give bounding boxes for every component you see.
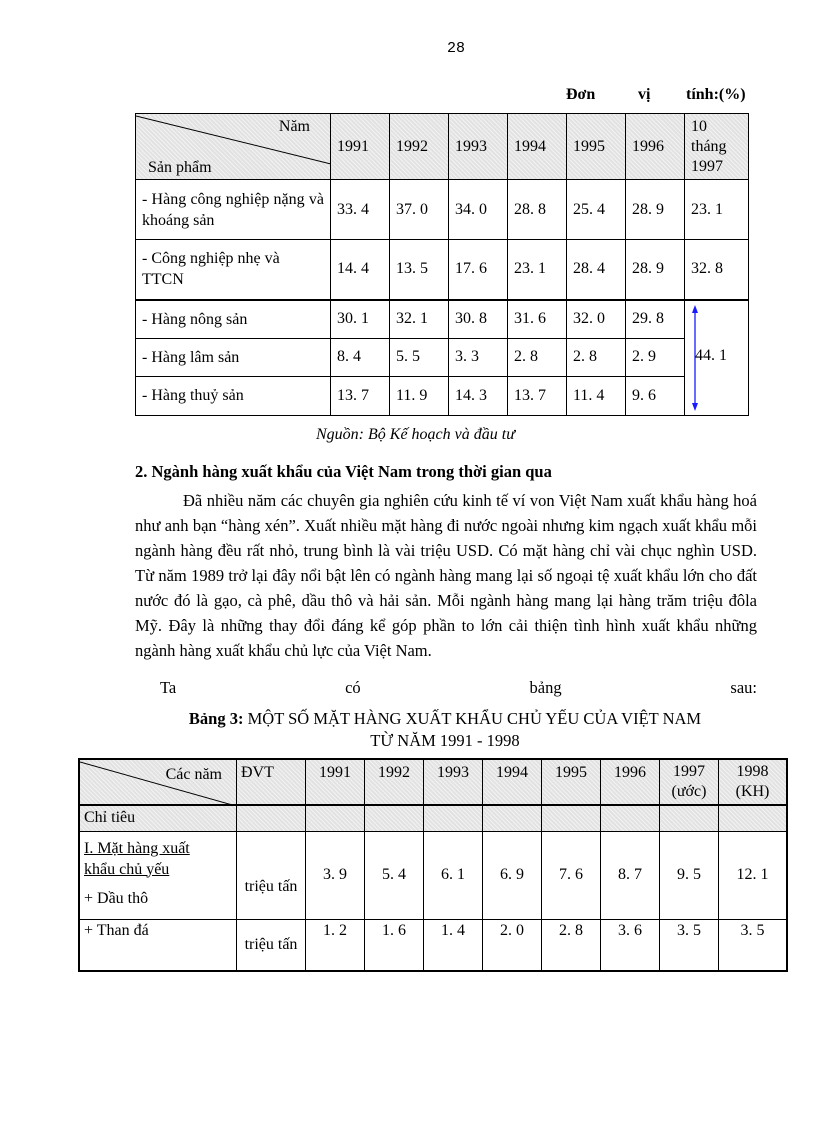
intro-word: sau: (730, 678, 757, 697)
unit-cell: triệu tấn (237, 919, 306, 971)
col-1997-line1: 1997 (673, 763, 705, 780)
year-header: 1995 (542, 759, 601, 805)
empty-cell (424, 805, 483, 831)
table-row (79, 919, 787, 971)
value-cell: 31. 6 (508, 300, 567, 339)
diagonal-header-cell (136, 114, 331, 180)
value-cell: 32. 1 (390, 300, 449, 339)
main-exports-table (78, 758, 788, 972)
page-number: 28 (446, 40, 465, 57)
year-header: 1991 (331, 114, 390, 180)
table-header-row (79, 759, 787, 805)
value-cell: 3. 5 (719, 919, 788, 971)
value-cell: 2. 8 (567, 338, 626, 377)
value-cell: 2. 9 (626, 338, 685, 377)
value-cell: 33. 4 (331, 180, 390, 240)
year-header: 1993 (424, 759, 483, 805)
empty-cell (365, 805, 424, 831)
last-col-line3: 1997 (691, 157, 723, 175)
value-cell: 7. 6 (542, 831, 601, 919)
product-label: - Hàng lâm sản (136, 338, 331, 377)
year-header-1998 (719, 759, 788, 805)
section-heading: 2. Ngành hàng xuất khẩu của Việt Nam trong thời gian qua (135, 462, 552, 481)
value-cell: 12. 1 (719, 831, 788, 919)
value-cell: 25. 4 (567, 180, 626, 240)
value-cell: 13. 7 (508, 377, 567, 416)
value-cell: 1. 2 (306, 919, 365, 971)
value-cell: 32. 0 (567, 300, 626, 339)
empty-cell (719, 805, 788, 831)
years-header-label: Các năm (165, 766, 222, 783)
intro-word: có (345, 678, 361, 697)
value-cell: 9. 5 (660, 831, 719, 919)
value-cell: 13. 5 (390, 240, 449, 300)
value-cell: 5. 4 (365, 831, 424, 919)
value-cell: 3. 5 (660, 919, 719, 971)
value-cell: 23. 1 (508, 240, 567, 300)
product-label: - Hàng nông sản (136, 300, 331, 339)
year-header-label: Năm (278, 118, 310, 135)
unit-line (566, 86, 756, 106)
value-cell: 8. 4 (331, 338, 390, 377)
value-cell: 3. 3 (449, 338, 508, 377)
year-header-1997 (685, 114, 749, 180)
intro-word: bảng (529, 678, 562, 697)
table-row (79, 831, 787, 919)
empty-cell (601, 805, 660, 831)
body-paragraph (135, 488, 757, 663)
col-1998-line2: (KH) (735, 783, 770, 800)
empty-cell (306, 805, 365, 831)
year-header: 1996 (626, 114, 685, 180)
product-label: - Hàng công nghiệp nặng và khoáng sản (136, 180, 331, 240)
year-header: 1994 (483, 759, 542, 805)
product-label: - Hàng thuỷ sản (136, 377, 331, 416)
item-cell (79, 831, 237, 919)
year-header: 1992 (390, 114, 449, 180)
diagonal-header-cell (79, 759, 237, 805)
value-cell: 28. 4 (567, 240, 626, 300)
group-label: I. Mặt hàng xuất khẩu chủ yếu (84, 839, 190, 878)
source-note: Nguồn: Bộ Kế hoạch và đầu tư (316, 426, 515, 443)
table-header-row (136, 114, 749, 180)
last-col-line2: tháng (691, 137, 727, 155)
value-cell: 34. 0 (449, 180, 508, 240)
value-cell: 32. 8 (685, 240, 749, 300)
empty-cell (660, 805, 719, 831)
table-row (136, 338, 749, 377)
value-cell: 11. 4 (567, 377, 626, 416)
indicator-row (79, 805, 787, 831)
merged-forest-fish-cell (685, 300, 749, 416)
value-cell: 28. 9 (626, 240, 685, 300)
year-header: 1992 (365, 759, 424, 805)
value-cell: 2. 0 (483, 919, 542, 971)
year-header-1997 (660, 759, 719, 805)
value-cell: 5. 5 (390, 338, 449, 377)
value-cell: 6. 1 (424, 831, 483, 919)
product-header-label: Sản phẩm (148, 159, 212, 176)
paragraph-text: Đã nhiều năm các chuyên gia nghiên cứu kinh tế ví von Việt Nam xuất khẩu hàng hoá như anh bạn “hàng xén”. Xuất nhiều mặt hàng đi nước ngoài nhưng kim ngạch xuất khẩu mỗi ngành hàng đều rất nhỏ, trung bình là vài triệu USD. Có mặt hàng chỉ vài chục nghìn USD. Từ năm 1989 trở lại đây nổi bật lên có ngành hàng mang lại số ngoại tệ xuất khẩu lớn cho đất nước đó là gạo, cà phê, dầu thô và hải sản. Mỗi ngành hàng mang lại hàng trăm triệu đôla Mỹ. Đây là những thay đổi đáng kể góp phần to lớn cải thiện tình hình xuất khẩu những ngành hàng xuất khẩu chủ lực của Việt Nam. (135, 491, 757, 660)
table-intro-line (160, 678, 757, 698)
value-cell: 14. 3 (449, 377, 508, 416)
export-structure-table (135, 113, 749, 416)
value-cell: 8. 7 (601, 831, 660, 919)
year-header: 1993 (449, 114, 508, 180)
empty-cell (542, 805, 601, 831)
value-cell: 9. 6 (626, 377, 685, 416)
table-row (136, 240, 749, 300)
value-cell: 3. 6 (601, 919, 660, 971)
value-cell: 17. 6 (449, 240, 508, 300)
unit-word-2: vị (638, 86, 651, 103)
value-cell: 13. 7 (331, 377, 390, 416)
item-label: + Than đá (79, 919, 237, 971)
table-caption (140, 708, 750, 752)
year-header: 1994 (508, 114, 567, 180)
value-cell: 29. 8 (626, 300, 685, 339)
table-row (136, 180, 749, 240)
unit-word-3: tính:(%) (686, 86, 746, 103)
table-row (136, 377, 749, 416)
caption-label: Bảng 3: (188, 709, 244, 728)
last-col-line1: 10 (691, 117, 707, 135)
intro-word: Ta (160, 678, 177, 697)
caption-line1: MỘT SỐ MẶT HÀNG XUẤT KHẨU CHỦ YẾU CỦA VIỆT NAM (247, 709, 702, 728)
value-cell: 2. 8 (542, 919, 601, 971)
value-cell: 28. 9 (626, 180, 685, 240)
year-header: 1991 (306, 759, 365, 805)
table-row (136, 300, 749, 339)
unit-word-1: Đơn (566, 86, 596, 103)
item-label: + Dầu thô (84, 889, 149, 907)
value-cell: 30. 8 (449, 300, 508, 339)
col-1998-line1: 1998 (736, 763, 769, 780)
product-label: - Công nghiệp nhẹ và TTCN (136, 240, 331, 300)
value-cell: 37. 0 (390, 180, 449, 240)
value-cell: 6. 9 (483, 831, 542, 919)
caption-line2: TỪ NĂM 1991 - 1998 (370, 731, 520, 750)
empty-cell (237, 805, 306, 831)
value-cell: 23. 1 (685, 180, 749, 240)
value-cell: 11. 9 (390, 377, 449, 416)
value-cell: 2. 8 (508, 338, 567, 377)
unit-header: ĐVT (237, 759, 306, 805)
value-cell: 30. 1 (331, 300, 390, 339)
col-1997-line2: (ước) (671, 783, 707, 800)
value-cell: 14. 4 (331, 240, 390, 300)
value-cell: 3. 9 (306, 831, 365, 919)
merged-value: 44. 1 (695, 346, 727, 364)
value-cell: 1. 6 (365, 919, 424, 971)
value-cell: 1. 4 (424, 919, 483, 971)
empty-cell (483, 805, 542, 831)
year-header: 1996 (601, 759, 660, 805)
year-header: 1995 (567, 114, 626, 180)
indicator-label: Chỉ tiêu (79, 805, 237, 831)
value-cell: 28. 8 (508, 180, 567, 240)
unit-cell: triệu tấn (237, 831, 306, 919)
